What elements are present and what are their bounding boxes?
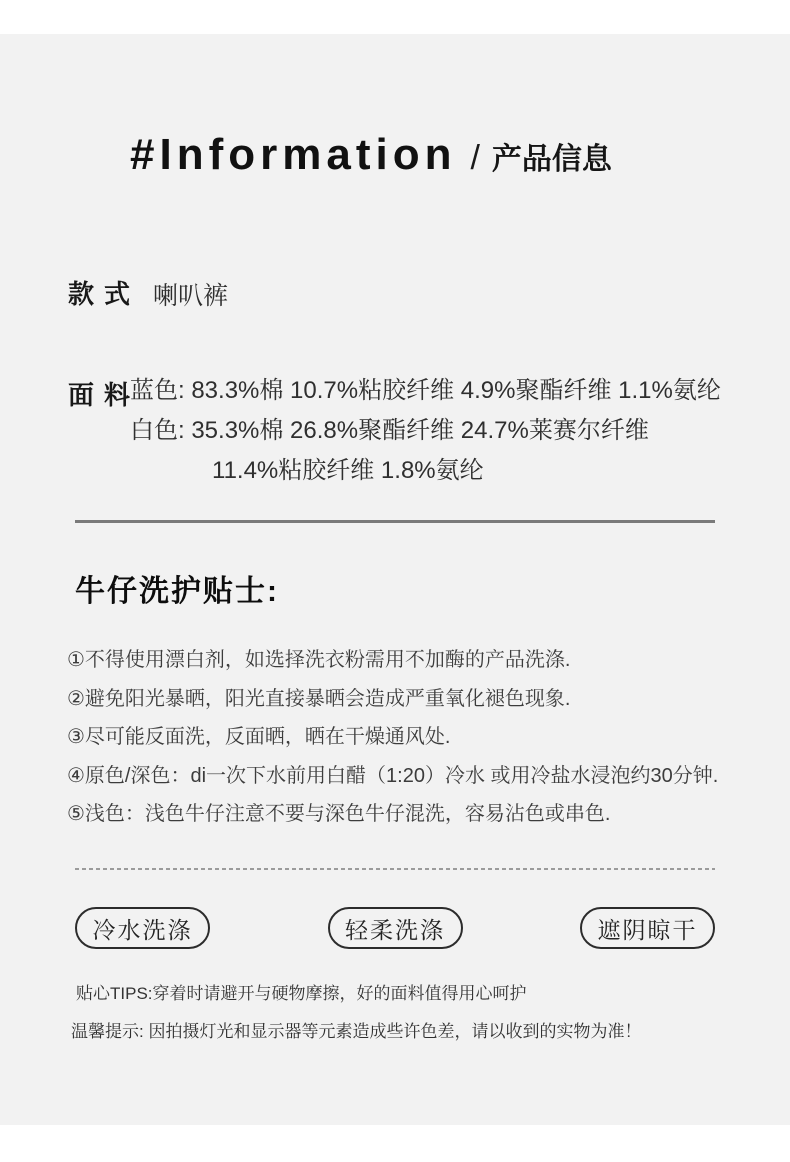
dashed-divider: [75, 868, 715, 870]
care-tips-heading: 牛仔洗护贴士:: [75, 575, 279, 608]
fabric-line-blue: 蓝色: 83.3%棉 10.7%粘胶纤维 4.9%聚酯纤维 1.1%氨纶: [130, 377, 721, 404]
section-title: [130, 130, 612, 180]
care-tip-item: ①不得使用漂白剂，如选择洗衣粉需用不加酶的产品洗涤.: [67, 649, 571, 671]
title-english: #Information: [130, 130, 457, 179]
footer-notice-line: 温馨提示: 因拍摄灯光和显示器等元素造成些许色差，请以收到的实物为准！: [71, 1022, 642, 1041]
care-badge-gentle-wash: 轻柔洗涤: [328, 907, 463, 949]
title-chinese: 产品信息: [491, 143, 612, 176]
care-tip-item: ③尽可能反面洗，反面晒，晒在干燥通风处.: [67, 726, 451, 749]
fabric-label: 面料: [68, 380, 141, 410]
title-separator: /: [470, 139, 480, 177]
care-tip-item: ⑤浅色：浅色牛仔注意不要与深色牛仔混洗，容易沾色或串色.: [67, 803, 611, 826]
care-badge-shade-dry: 遮阴晾干: [580, 907, 715, 949]
fabric-composition: [130, 371, 721, 491]
care-badge-row: [75, 907, 715, 949]
care-badge-cold-wash: 冷水洗涤: [75, 907, 210, 949]
footer-tips-line: 贴心TIPS:穿着时请避开与硬物摩擦，好的面料值得用心呵护: [76, 984, 527, 1003]
style-label: 款式: [68, 279, 141, 309]
solid-divider: [75, 520, 715, 523]
fabric-line-white-cont: 11.4%粘胶纤维 1.8%氨纶: [212, 457, 484, 484]
care-tip-item: ②避免阳光暴晒，阳光直接暴晒会造成严重氧化褪色现象.: [67, 687, 571, 710]
fabric-line-white: 白色: 35.3%棉 26.8%聚酯纤维 24.7%莱赛尔纤维: [130, 417, 649, 444]
style-value: 喇叭裤: [153, 282, 229, 310]
care-tip-item: ④原色/深色：di一次下水前用白醋（1:20）冷水 或用冷盐水浸泡约30分钟.: [67, 764, 719, 787]
care-tips-list: [67, 641, 718, 834]
